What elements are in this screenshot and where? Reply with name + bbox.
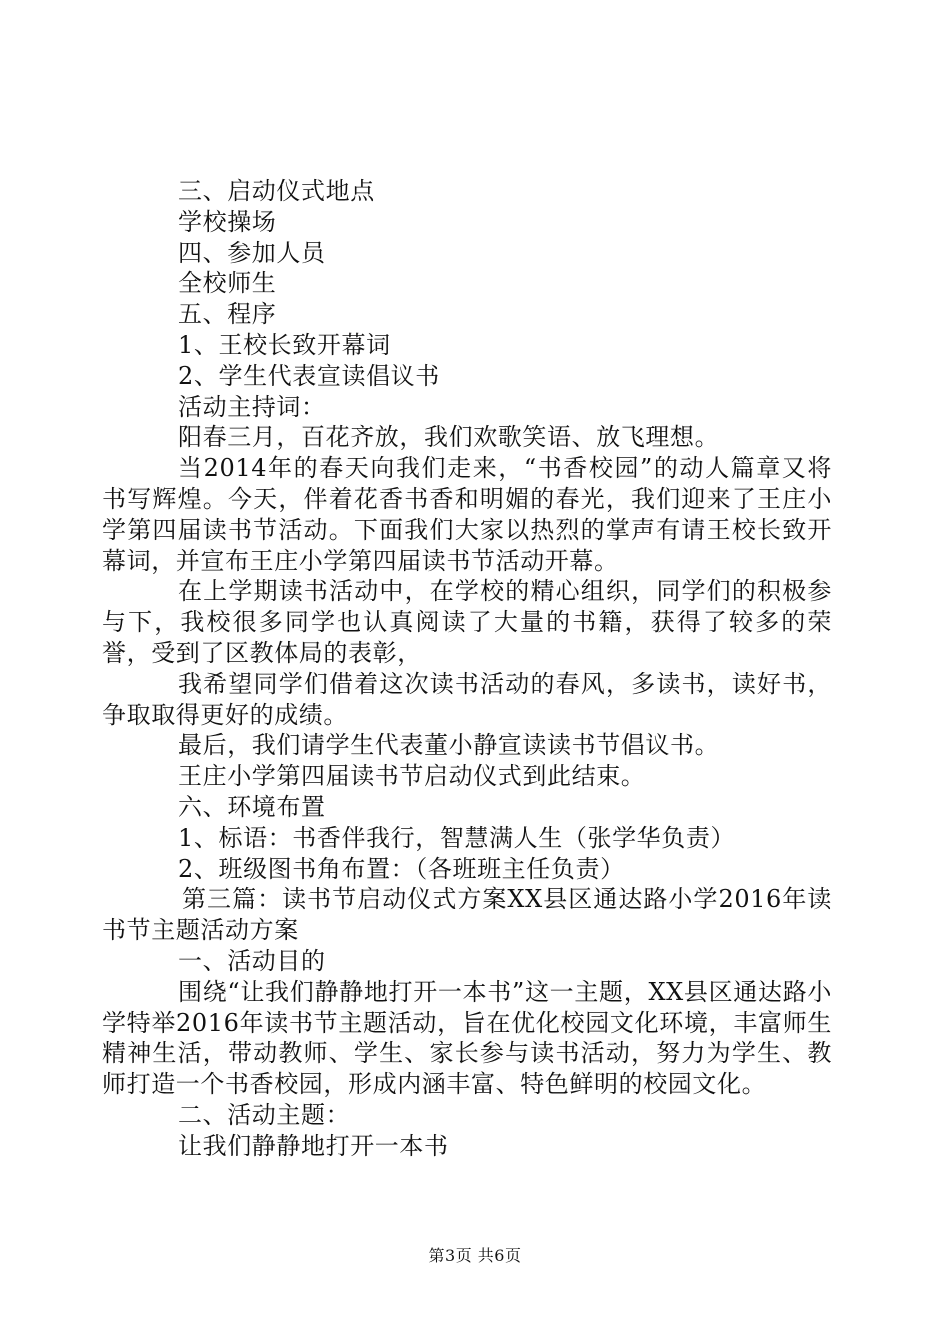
- body-line: 全校师生: [178, 269, 277, 298]
- section-heading: 六、环境布置: [178, 792, 326, 821]
- paragraph: 我希望同学们借着这次读书活动的春风，多读书，读好书，争取取得更好的成绩。: [102, 669, 832, 729]
- paragraph: 当2014年的春天向我们走来，“书香校园”的动人篇章又将书写辉煌。今天，伴着花香书香和明媚的春光，我们迎来了王庄小学第四届读书节活动。下面我们大家以热烈的掌声有请王校长致开幕词，并宣布王庄小学第四届读书节活动开幕。: [102, 454, 832, 575]
- body-line: 活动主持词：: [178, 392, 326, 421]
- page-number-footer: 第3页 共6页: [428, 1246, 522, 1265]
- body-line: 学校操场: [178, 207, 277, 236]
- body-line: 最后，我们请学生代表董小静宣读读书节倡议书。: [178, 731, 720, 760]
- section-heading: 五、程序: [178, 300, 277, 329]
- body-line: 让我们静静地打开一本书: [178, 1131, 449, 1160]
- section-heading: 一、活动目的: [178, 946, 326, 975]
- paragraph: 在上学期读书活动中，在学校的精心组织，同学们的积极参与下，我校很多同学也认真阅读了大量的书籍，获得了较多的荣誉，受到了区教体局的表彰，: [102, 577, 832, 667]
- list-item: 2、班级图书角布置：（各班班主任负责）: [178, 854, 625, 883]
- section-heading: 三、启动仪式地点: [178, 177, 375, 205]
- body-line: 王庄小学第四届读书节启动仪式到此结束。: [178, 762, 646, 791]
- section-heading: 四、参加人员: [178, 238, 326, 267]
- article-heading: 第三篇：读书节启动仪式方案XX县区通达路小学2016年读书节主题活动方案: [102, 885, 832, 945]
- list-item: 2、学生代表宣读倡议书: [178, 361, 440, 390]
- list-item: 1、王校长致开幕词: [178, 330, 391, 359]
- body-line: 阳春三月，百花齐放，我们欢歌笑语、放飞理想。: [178, 423, 720, 452]
- document-body: [102, 176, 832, 1162]
- section-heading: 二、活动主题：: [178, 1100, 351, 1129]
- paragraph: 围绕“让我们静静地打开一本书”这一主题，XX县区通达路小学特举2016年读书节主题活动，旨在优化校园文化环境，丰富师生精神生活，带动教师、学生、家长参与读书活动，努力为学生、教师打造一个书香校园，形成内涵丰富、特色鲜明的校园文化。: [102, 977, 832, 1099]
- list-item: 1、标语：书香伴我行，智慧满人生（张学华负责）: [178, 823, 736, 852]
